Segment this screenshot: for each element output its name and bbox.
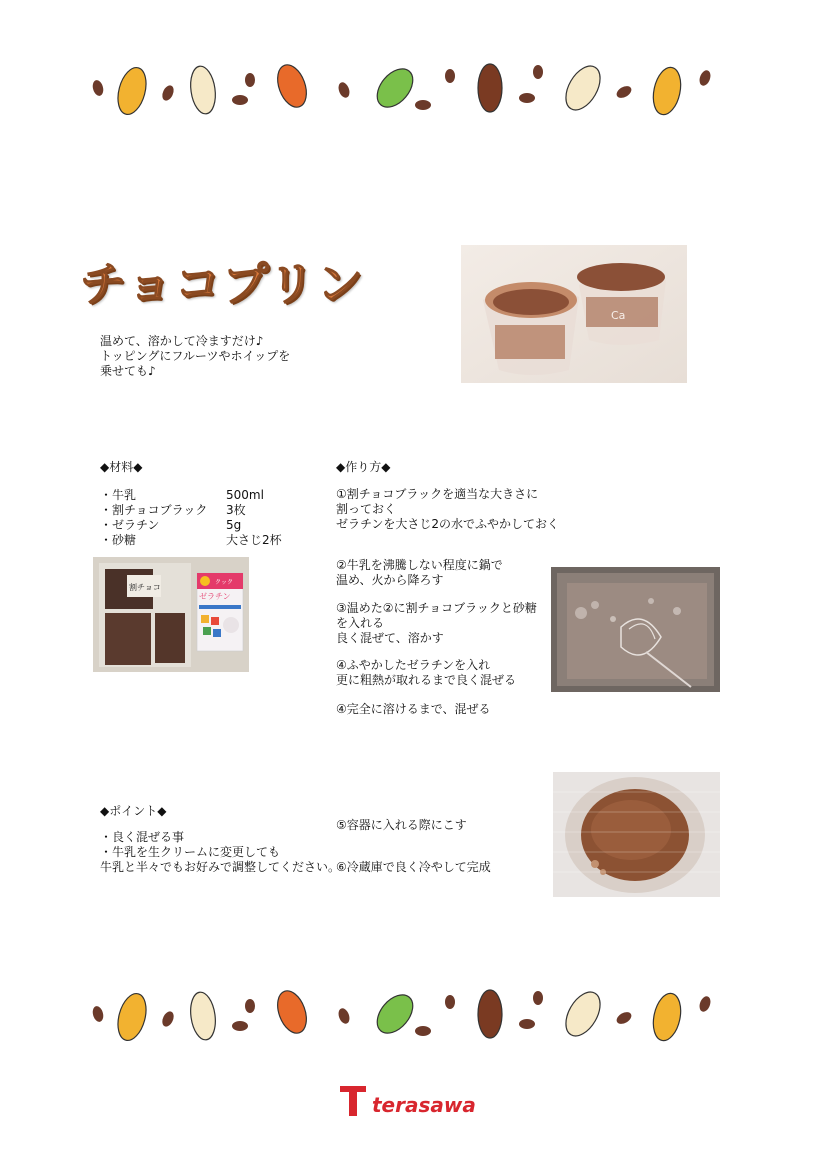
ingredient-name: ・ゼラチン — [100, 518, 160, 532]
ingredients-heading: ◆材料◆ — [100, 460, 143, 474]
page-title: チョコプリン — [80, 257, 365, 311]
step-5: ⑤容器に入れる際にこす — [336, 818, 467, 832]
ingredients-list — [100, 488, 282, 548]
method-heading: ◆作り方◆ — [336, 460, 391, 474]
pudding-photo — [461, 245, 687, 383]
ingredient-amount: 5g — [226, 518, 242, 532]
points-heading: ◆ポイント◆ — [100, 804, 167, 818]
points-text: ・良く混ぜる事 ・牛乳を生クリームに変更しても 牛乳と半々でもお好みで調整してください。 — [100, 830, 341, 874]
step-1: ①割チョコブラックを適当な大きさに 割っておく ゼラチンを大さじ2の水でふやかしておく — [336, 487, 560, 531]
cacao-pattern-top — [80, 58, 740, 128]
intro-text: 温めて、溶かして冷ますだけ♪ トッピングにフルーツやホイップを 乗せても♪ — [100, 334, 291, 378]
ingredient-amount: 500ml — [226, 488, 264, 502]
step-2: ②牛乳を沸騰しない程度に鍋で 温め、火から降ろす — [336, 558, 503, 587]
ingredient-row — [100, 503, 282, 518]
ingredient-row — [100, 488, 282, 503]
step-4b: ④完全に溶けるまで、混ぜる — [336, 702, 491, 716]
ingredient-amount: 大さじ2杯 — [226, 533, 282, 547]
step-3: ③温めた②に割チョコブラックと砂糖 を入れる 良く混ぜて、溶かす — [336, 601, 537, 645]
step-6: ⑥冷蔵庫で良く冷やして完成 — [336, 860, 491, 874]
cacao-pattern-bottom — [80, 984, 740, 1054]
ingredients-photo — [93, 557, 249, 672]
ingredient-row — [100, 533, 282, 548]
terasawa-logo — [338, 1082, 480, 1118]
brand-name: terasawa — [372, 1093, 476, 1117]
step-4a: ④ふやかしたゼラチンを入れ 更に粗熱が取れるまで良く混ぜる — [336, 658, 517, 687]
ingredient-name: ・牛乳 — [100, 488, 137, 502]
cacao-decoration-bottom — [80, 984, 740, 1054]
ingredient-name: ・砂糖 — [100, 533, 137, 547]
mixing-photo — [551, 567, 720, 692]
gelatin-package-text: ゼラチン — [199, 592, 231, 601]
cacao-decoration-top — [80, 58, 740, 128]
ingredient-amount: 3枚 — [226, 503, 246, 517]
choco-package-text: 割チョコ — [129, 583, 161, 592]
ingredient-name: ・割チョコブラック — [100, 503, 208, 517]
cup-label-text: Ca — [611, 309, 626, 322]
ingredient-row — [100, 518, 282, 533]
cup-photo — [553, 772, 720, 897]
gelatin-brand-text: クック — [215, 579, 234, 586]
